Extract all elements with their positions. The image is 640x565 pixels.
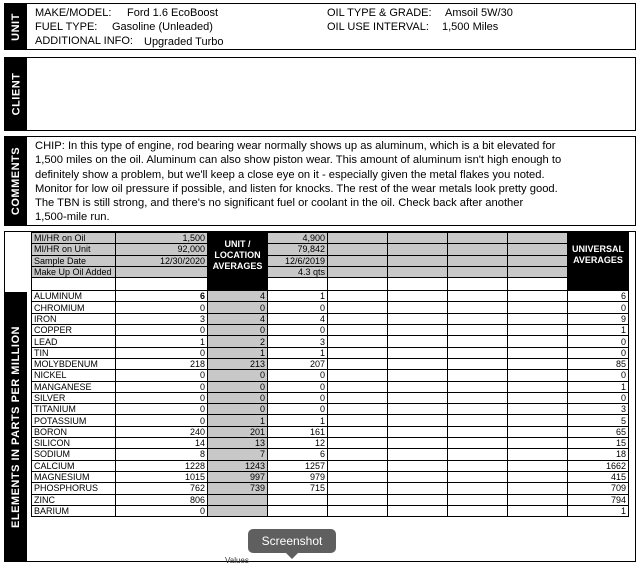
element-sample-2 (268, 505, 328, 516)
header-sample-2: 4.3 qts (268, 266, 328, 277)
element-sample-2: 715 (268, 483, 328, 494)
empty-sample-cell (448, 255, 508, 266)
empty-sample-cell (328, 415, 388, 426)
empty-sample-cell (448, 494, 508, 505)
element-universal-average: 1 (568, 381, 629, 392)
element-unit-average: 0 (208, 392, 268, 403)
empty-sample-cell (448, 336, 508, 347)
spacer-cell (32, 278, 116, 291)
element-universal-average: 1 (568, 505, 629, 516)
empty-sample-cell (508, 381, 568, 392)
element-sample-2: 0 (268, 404, 328, 415)
spacer-cell (388, 278, 448, 291)
header-sample-2: 4,900 (268, 233, 328, 244)
element-universal-average: 0 (568, 370, 629, 381)
spacer-cell (568, 278, 629, 291)
element-sample-2: 6 (268, 449, 328, 460)
element-name: MAGNESIUM (32, 471, 116, 482)
empty-sample-cell (448, 392, 508, 403)
empty-sample-cell (448, 233, 508, 244)
empty-sample-cell (328, 336, 388, 347)
element-universal-average: 794 (568, 494, 629, 505)
unit-section (4, 3, 636, 50)
element-row (32, 505, 629, 516)
element-sample-2: 161 (268, 426, 328, 437)
empty-sample-cell (388, 291, 448, 302)
empty-sample-cell (328, 358, 388, 369)
element-universal-average: 0 (568, 336, 629, 347)
element-unit-average: 0 (208, 404, 268, 415)
element-sample-1: 0 (116, 505, 208, 516)
empty-sample-cell (508, 255, 568, 266)
element-unit-average: 0 (208, 370, 268, 381)
header-row-label: MI/HR on Oil (32, 233, 116, 244)
empty-sample-cell (508, 313, 568, 324)
empty-sample-cell (388, 505, 448, 516)
screenshot-tooltip: Screenshot (248, 529, 336, 553)
header-row-label: Sample Date (32, 255, 116, 266)
element-sample-1: 762 (116, 483, 208, 494)
element-unit-average: 0 (208, 381, 268, 392)
element-unit-average: 0 (208, 302, 268, 313)
empty-sample-cell (388, 381, 448, 392)
empty-sample-cell (328, 370, 388, 381)
element-universal-average: 0 (568, 392, 629, 403)
empty-sample-cell (508, 483, 568, 494)
empty-sample-cell (508, 370, 568, 381)
empty-sample-cell (508, 438, 568, 449)
element-row (32, 494, 629, 505)
header-sample-1: 12/30/2020 (116, 255, 208, 266)
empty-sample-cell (388, 347, 448, 358)
empty-sample-cell (328, 255, 388, 266)
fuel-type-label: FUEL TYPE: (35, 21, 98, 33)
element-name: PHOSPHORUS (32, 483, 116, 494)
comment-line: definitely show a problem, but we'll keep a close eye on it - especially given the metal flakes you noted. (35, 168, 545, 181)
element-sample-2: 0 (268, 325, 328, 336)
empty-sample-cell (388, 266, 448, 277)
header-sample-1 (116, 266, 208, 277)
header-sample-2: 12/6/2019 (268, 255, 328, 266)
element-unit-average: 13 (208, 438, 268, 449)
element-universal-average: 9 (568, 313, 629, 324)
empty-sample-cell (328, 302, 388, 313)
element-row (32, 449, 629, 460)
empty-sample-cell (508, 494, 568, 505)
empty-sample-cell (388, 494, 448, 505)
element-sample-1: 1228 (116, 460, 208, 471)
empty-sample-cell (328, 438, 388, 449)
element-universal-average: 3 (568, 404, 629, 415)
empty-sample-cell (328, 483, 388, 494)
element-universal-average: 1662 (568, 460, 629, 471)
empty-sample-cell (448, 381, 508, 392)
empty-sample-cell (508, 392, 568, 403)
empty-sample-cell (508, 415, 568, 426)
element-name: BORON (32, 426, 116, 437)
empty-sample-cell (388, 449, 448, 460)
comment-line: 1,500 miles on the oil. Aluminum can also show piston wear. This amount of aluminum isn't high enough to (35, 154, 562, 167)
empty-sample-cell (448, 460, 508, 471)
empty-sample-cell (448, 266, 508, 277)
empty-sample-cell (508, 302, 568, 313)
element-sample-1: 0 (116, 325, 208, 336)
element-sample-2: 0 (268, 370, 328, 381)
empty-sample-cell (388, 426, 448, 437)
empty-sample-cell (448, 404, 508, 415)
element-name: MANGANESE (32, 381, 116, 392)
empty-sample-cell (508, 505, 568, 516)
element-row (32, 336, 629, 347)
additional-info-value: Upgraded Turbo (144, 36, 224, 48)
element-sample-2: 1257 (268, 460, 328, 471)
element-universal-average: 85 (568, 358, 629, 369)
element-name: CHROMIUM (32, 302, 116, 313)
element-unit-average: 997 (208, 471, 268, 482)
empty-sample-cell (388, 471, 448, 482)
element-sample-1: 3 (116, 313, 208, 324)
element-unit-average: 739 (208, 483, 268, 494)
element-universal-average: 5 (568, 415, 629, 426)
element-sample-2: 1 (268, 347, 328, 358)
spacer-row (32, 278, 629, 291)
empty-sample-cell (508, 336, 568, 347)
empty-sample-cell (388, 313, 448, 324)
empty-sample-cell (508, 325, 568, 336)
element-name: SODIUM (32, 449, 116, 460)
empty-sample-cell (388, 460, 448, 471)
empty-sample-cell (328, 233, 388, 244)
empty-sample-cell (388, 370, 448, 381)
header-sample-2: 79,842 (268, 244, 328, 255)
element-sample-2: 1 (268, 415, 328, 426)
element-name: SILICON (32, 438, 116, 449)
comment-line: 1,500-mile run. (35, 211, 110, 224)
empty-sample-cell (448, 358, 508, 369)
truncated-label: Values (225, 556, 249, 565)
element-name: TITANIUM (32, 404, 116, 415)
element-unit-average: 1243 (208, 460, 268, 471)
empty-sample-cell (448, 505, 508, 516)
spacer-cell (508, 278, 568, 291)
element-sample-2: 0 (268, 392, 328, 403)
element-unit-average: 7 (208, 449, 268, 460)
empty-sample-cell (388, 325, 448, 336)
element-row (32, 471, 629, 482)
spacer-cell (268, 278, 328, 291)
additional-info-label: ADDITIONAL INFO: (35, 35, 133, 47)
element-name: SILVER (32, 392, 116, 403)
element-sample-2: 979 (268, 471, 328, 482)
empty-sample-cell (508, 291, 568, 302)
element-name: IRON (32, 313, 116, 324)
spacer-cell (116, 278, 208, 291)
empty-sample-cell (328, 494, 388, 505)
element-unit-average (208, 494, 268, 505)
element-sample-1: 0 (116, 347, 208, 358)
empty-sample-cell (328, 392, 388, 403)
empty-sample-cell (508, 244, 568, 255)
empty-sample-cell (388, 244, 448, 255)
empty-sample-cell (328, 426, 388, 437)
element-sample-1: 0 (116, 302, 208, 313)
element-unit-average: 1 (208, 347, 268, 358)
header-row (32, 255, 629, 266)
empty-sample-cell (448, 426, 508, 437)
oil-type-label: OIL TYPE & GRADE: (327, 7, 432, 19)
element-row (32, 358, 629, 369)
element-universal-average: 65 (568, 426, 629, 437)
empty-sample-cell (508, 460, 568, 471)
element-unit-average (208, 505, 268, 516)
header-sample-1: 1,500 (116, 233, 208, 244)
empty-sample-cell (328, 244, 388, 255)
empty-sample-cell (448, 449, 508, 460)
comments-section (4, 136, 636, 226)
element-sample-1: 1015 (116, 471, 208, 482)
element-name: LEAD (32, 336, 116, 347)
element-row (32, 392, 629, 403)
element-unit-average: 1 (208, 415, 268, 426)
empty-sample-cell (448, 370, 508, 381)
empty-sample-cell (508, 266, 568, 277)
comments-text (35, 139, 629, 225)
oil-type-value: Amsoil 5W/30 (445, 7, 513, 19)
empty-sample-cell (388, 358, 448, 369)
element-sample-2: 12 (268, 438, 328, 449)
element-row (32, 325, 629, 336)
element-sample-2: 0 (268, 302, 328, 313)
element-sample-1: 806 (116, 494, 208, 505)
header-row (32, 233, 629, 244)
element-row (32, 404, 629, 415)
element-universal-average: 709 (568, 483, 629, 494)
empty-sample-cell (328, 313, 388, 324)
element-sample-2 (268, 494, 328, 505)
element-sample-2: 0 (268, 381, 328, 392)
element-row (32, 426, 629, 437)
element-row (32, 313, 629, 324)
make-model-value: Ford 1.6 EcoBoost (127, 7, 219, 19)
element-unit-average: 2 (208, 336, 268, 347)
element-row (32, 438, 629, 449)
element-sample-1: 0 (116, 370, 208, 381)
empty-sample-cell (328, 505, 388, 516)
element-sample-2: 207 (268, 358, 328, 369)
element-sample-1: 8 (116, 449, 208, 460)
client-section (4, 57, 636, 131)
comment-line: The TBN is still strong, and there's no significant fuel or coolant in the oil. Check back after another (35, 197, 524, 210)
universal-averages-header: UNIVERSAL AVERAGES (568, 233, 629, 278)
header-row (32, 244, 629, 255)
empty-sample-cell (448, 438, 508, 449)
element-universal-average: 6 (568, 291, 629, 302)
element-sample-2: 1 (268, 291, 328, 302)
empty-sample-cell (328, 404, 388, 415)
empty-sample-cell (328, 381, 388, 392)
empty-sample-cell (388, 415, 448, 426)
element-sample-1: 0 (116, 381, 208, 392)
empty-sample-cell (448, 483, 508, 494)
element-universal-average: 1 (568, 325, 629, 336)
element-unit-average: 0 (208, 325, 268, 336)
empty-sample-cell (508, 233, 568, 244)
element-sample-2: 3 (268, 336, 328, 347)
unit-location-averages-header: UNIT / LOCATION AVERAGES (208, 233, 268, 278)
empty-sample-cell (508, 426, 568, 437)
element-name: CALCIUM (32, 460, 116, 471)
element-unit-average: 201 (208, 426, 268, 437)
empty-sample-cell (388, 404, 448, 415)
empty-sample-cell (448, 347, 508, 358)
element-universal-average: 415 (568, 471, 629, 482)
empty-sample-cell (388, 233, 448, 244)
empty-sample-cell (508, 347, 568, 358)
element-name: BARIUM (32, 505, 116, 516)
empty-sample-cell (328, 471, 388, 482)
empty-sample-cell (328, 266, 388, 277)
empty-sample-cell (448, 471, 508, 482)
element-sample-1: 218 (116, 358, 208, 369)
element-universal-average: 0 (568, 302, 629, 313)
element-name: ALUMINUM (32, 291, 116, 302)
empty-sample-cell (448, 244, 508, 255)
element-sample-1: 0 (116, 415, 208, 426)
oil-interval-value: 1,500 Miles (442, 21, 499, 33)
element-unit-average: 4 (208, 313, 268, 324)
element-unit-average: 213 (208, 358, 268, 369)
empty-sample-cell (328, 460, 388, 471)
header-row (32, 266, 629, 277)
elements-side-label: ELEMENTS IN PARTS PER MILLION (5, 292, 27, 561)
spacer-cell (208, 278, 268, 291)
empty-sample-cell (508, 471, 568, 482)
comment-line: Monitor for low oil pressure if possible, and listen for knocks. The rest of the wear metals look pretty good. (35, 182, 558, 195)
empty-sample-cell (328, 449, 388, 460)
element-row (32, 302, 629, 313)
element-sample-1: 0 (116, 404, 208, 415)
element-name: MOLYBDENUM (32, 358, 116, 369)
spacer-cell (328, 278, 388, 291)
element-sample-1: 6 (116, 291, 208, 302)
empty-sample-cell (448, 325, 508, 336)
element-universal-average: 18 (568, 449, 629, 460)
element-sample-1: 1 (116, 336, 208, 347)
empty-sample-cell (448, 302, 508, 313)
element-name: TIN (32, 347, 116, 358)
header-row-label: Make Up Oil Added (32, 266, 116, 277)
element-name: POTASSIUM (32, 415, 116, 426)
element-row (32, 415, 629, 426)
element-universal-average: 15 (568, 438, 629, 449)
empty-sample-cell (508, 358, 568, 369)
element-name: COPPER (32, 325, 116, 336)
empty-sample-cell (328, 347, 388, 358)
element-sample-1: 14 (116, 438, 208, 449)
element-row (32, 291, 629, 302)
elements-table (31, 232, 629, 517)
empty-sample-cell (508, 404, 568, 415)
element-row (32, 381, 629, 392)
empty-sample-cell (328, 291, 388, 302)
elements-section (4, 231, 636, 562)
empty-sample-cell (328, 325, 388, 336)
empty-sample-cell (388, 483, 448, 494)
make-model-label: MAKE/MODEL: (35, 7, 112, 19)
element-row (32, 483, 629, 494)
client-side-label: CLIENT (5, 58, 27, 130)
element-sample-2: 4 (268, 313, 328, 324)
element-unit-average: 4 (208, 291, 268, 302)
empty-sample-cell (448, 415, 508, 426)
empty-sample-cell (448, 313, 508, 324)
header-row-label: MI/HR on Unit (32, 244, 116, 255)
empty-sample-cell (388, 438, 448, 449)
element-sample-1: 240 (116, 426, 208, 437)
element-row (32, 347, 629, 358)
oil-interval-label: OIL USE INTERVAL: (327, 21, 429, 33)
empty-sample-cell (448, 291, 508, 302)
unit-side-label: UNIT (5, 4, 27, 49)
comments-side-label: COMMENTS (5, 137, 27, 225)
element-sample-1: 0 (116, 392, 208, 403)
fuel-type-value: Gasoline (Unleaded) (112, 21, 213, 33)
empty-sample-cell (388, 392, 448, 403)
empty-sample-cell (388, 336, 448, 347)
element-row (32, 370, 629, 381)
spacer-cell (448, 278, 508, 291)
element-name: NICKEL (32, 370, 116, 381)
element-row (32, 460, 629, 471)
element-universal-average: 0 (568, 347, 629, 358)
empty-sample-cell (508, 449, 568, 460)
empty-sample-cell (388, 302, 448, 313)
element-name: ZINC (32, 494, 116, 505)
comment-line: CHIP: In this type of engine, rod bearing wear normally shows up as aluminum, which is a bit elevated for (35, 140, 556, 152)
empty-sample-cell (388, 255, 448, 266)
header-sample-1: 92,000 (116, 244, 208, 255)
